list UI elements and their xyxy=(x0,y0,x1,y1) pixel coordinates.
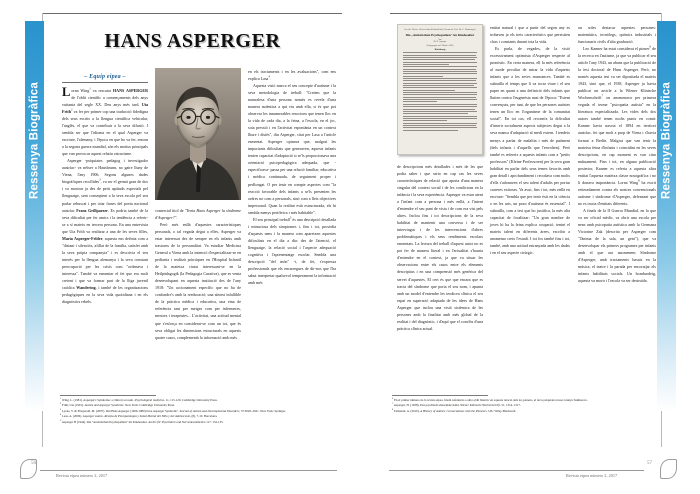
scan-line-author: Dr. H. Asperger xyxy=(433,41,447,44)
page-number-right: 57 xyxy=(647,461,652,466)
paragraph: El seu principal treball$^5$ és una descripció detallada i minuciosa dels símptomes i, fins i tot, prosòdia d'aquests nens i la manera com apareixen aquestes dificultats en el dia a dia: des de l'atenció, el llenguatge, la relació social i l'aspecte adequació cognitiva i l'aprenentatge escolar. Sembla una descripció "del món" -i, de fet, s'expressa professionals que els encarregues de dir-nos que l'ha sabut interpretar qualsevol temperament la informació amb més xyxy=(248,215,336,285)
column-left-2 xyxy=(155,207,241,387)
scan-body-lines xyxy=(403,52,477,130)
footnote-rule-right xyxy=(392,395,488,396)
footnotes-right-page xyxy=(392,398,658,414)
paragraph: Però més enllà d'aquestes característiques personals, o tal vegada degut a elles, Asperger va estar interessat des de sempre en els infants amb trastorns de la personalitat. Va estudiar Medicina General a Viena amb la intenció d'especialitzar-se en pediatria i realitzà pràctiques en l'Hospital Infantil de la mateixa ciutat interessant-se en la Heilpädagogik (la Pedagogia Curativa), que es venia desenvolupant en aquesta institució des de l'any 1918: "Un accionament específic que no ha de confondre's amb la reeducació; una síntesi infallible de la pràctica mèdica i educativa, una eina de referència tant per metges com per infermeres, mestres i terapeutes... L'activitat, una actitud mental que s'esforça en considerar-se com un tot, que és seva obligat les dimensions estructurals en aquests quatre casos, complementà la informació amb més xyxy=(155,222,241,340)
footnotes-left-page xyxy=(60,398,338,425)
article-title: HANS ASPERGER xyxy=(104,30,281,52)
paragraph: Es parla, de vegades, de la visió excessivament optimista d'Asperger respecte al pronòstic. En certa manera, ell fa més referència al mode peculiar de mirar la vida d'aquests infants que a les seves mancances. També es subratlla el temps que li va tocar viure i el seu paper en quant a una definició dels infants que lluiten contra l'eugenèsia nazi de l'època: "Estem convençuts, per tant, de que les persones autistes tenen un lloc en l'organisme de la comunitat social". En tot cas, ell reconeix la dificultat d'inserir socialment aspects subjectes degut a la seva manca d'adaptació al medi extern. I tendeix menys a parlar de malaltia i més de patiment (dels infants i d'aquells que l'envolten). Però també es refereix a aquests infants com a "petits professors" (Kleine Professoren) per la seva gran habilitat en parlar dels seus temes favorits amb gran detall i aprofundiment i recodava com molts d'ells s'adonaven el seu talent d'adults per portar carreres exitoses. Va avui, fins i tot, més enllà en escriure: "Sembla que per tenir èxit en la ciència o en les arts, un pozo d'autisme és essencial". I subratlla, com a test que ho justifica, la més alta capacitat de focalitzar: "Un gran nombre de joves hi ha la feina explica ocupació, tenint el mateix talent en diferents àrees, escribir a anomenar creix l'estudi. I tot fos també fins i tot, també, amb una actitud estranyada amb les dades i en el seu aspecte cirúrgic. xyxy=(490,46,570,255)
footer-rule-left xyxy=(40,470,337,471)
scan-line-received: (Eingegangen am 8. Oktober 1943) xyxy=(426,44,454,47)
scanned-german-article-image xyxy=(397,24,483,155)
paragraph: de descripcions més detallades i més de les que podia saber i que seria en cap cas les seves característiques de relació que aporta d'una manera singular del context social i de les condicions en la infància i la seva experiència. Asperger va estar atent a l'infant com a persona i més enllà, a l'intent d'entendre el seu punt de vista i de com era vist pels altres. Inclou fins i tot descripcions de la seva habilitat de mantenir una conversa i de ser intervingut i de les intervencions d'altres problemàtiques i els seus rendiments escolars esmentats. La lectura del treball d'aquest autor no es pot fer de manera literal i en l'actualitat s'hauria d'entendre en el context, ja que va situar les observacions entre els casos entre els elements descriptius i en una comprensió més genèrica del servei d'aquestes. El cert és que que encara que es tracta del síndrome que porta el seu nom, i apunta amb un model d'entendre les teodicea clínica el seu espai en superació adaptada de les idees de Hans Asperger que inclou una visió sistèmica de les persones amb la finalitat amb més global de la realitat i del diagnòstic, i d'aquí que el conclòs d'una pràctica clínica actual. xyxy=(397,164,483,331)
paragraph: on soles destacar aquestes persones: matemàtics, tecnòlegs, químics industrials i funcionaris civils d'alta graduació. xyxy=(578,25,656,45)
footnote-item: $^3$ Lyons, V. & Fitzgerald, M. (2007). Did Hans Asperger (1906-1980) have Asperger Syndrom?. Journal of Autism and Developmental Disorders, 37:2020–2021. New York: Springer. xyxy=(60,407,286,413)
byline-block xyxy=(62,74,148,83)
byline-rule xyxy=(62,82,148,83)
footer-text-right: Revista eipea número 2, 2017 xyxy=(566,473,618,478)
scan-header xyxy=(403,29,477,47)
column-left-1 xyxy=(62,87,148,387)
column-right-2 xyxy=(490,24,570,389)
section-tab-right xyxy=(657,21,676,411)
footnote-item: $^7$ Asperger, H. (1938). Das psychisch abnormale Kind. Wiener Klinische Wochenschrift, 51, 1314–1317. xyxy=(392,402,521,408)
paragraph: Aquesta visió marca el seu concepte d'autisme i la seva metodologia de treball: "Creiem que la naturalesa d'una persona només es revela d'una manera autèntica a qui viu amb ella, si és que pot observar les innumerables reaccions que tenen lloc en la vida de cada dia, a la feina, a l'escola, en el joc, sota pressió i en l'activitat espontània en un context lliure i distès", diu Asperger, citat per Lasa a l'article esmentat. Asperger opinava que, malgrat les importants dificultats que generaven, aquests infants tenien capacitat d'adaptació si se'ls proporcionava una orientació psicopedagògica adequada, que -especificava- passa per una relació familiar, educativa i mèdica continuada, de seguiment proper i perllongat. O per tenir en compte aspectes com "la reacció favorable dels infants a se'ls presenten les ordres no com a personals, sinó com a lleis objectives impersonal. Quan la realitat està estructurada, els hi sembla menys perifèrica i més habitable". xyxy=(248,83,336,215)
column-left-3 xyxy=(248,68,336,388)
footnote-item: $^4$ Lasa, A. (2006). Asperger vuelve. Revista de Psicopatología y Salud Mental del Niño y del Adolescente, (8), 7-10. Barcelona. xyxy=(60,413,218,419)
scan-line-von: Von xyxy=(438,38,442,41)
top-rule-left-page xyxy=(42,13,342,14)
byline-text: – Equip eipea – xyxy=(84,74,126,80)
column-right-1 xyxy=(397,163,483,388)
section-tab-left xyxy=(25,21,44,411)
asperger-portrait-photo xyxy=(155,68,241,200)
paragraph: Asperger -psiquiatre, pedagog i investigador austríac- va néixer a Hausbrunn, no gaire lluny de Viena, l'any 1906. Segons algunes dades biogràfiques recollides$^3$, va ser el germà gran de dos i va mostrar ja des de petit aptituds especials pel llenguatge, sent conseqüent a la seva escola pel seu parlar rebuscat i per citar frases del poeta nacional austríac Franz Grillparzer. Es podria també de la seva dificultat per fer amics i la tendència a referir-se a sí mateix en tercera persona. En una entrevista que Uta Frith va realitzar a una de les seves filles, Maria Asperger-Felder, aquesta ens definia com a "distant i silenciós, afillat de la família, satisfet amb la seva pròpia companyia" i es descrivia el seu interès per la llengua alemanya i la seva constant preocupació per les crisis com "ordenava i interessa". També va esmentar el fet que era molt creient i que va formar part de la lliga juvenil catòlica Wandering, i també de les organitzacions pedagògiques en la seva vida quotidiana i en els diagnòstics rebels. xyxy=(62,158,148,304)
paragraph: comercial titol de "Tenia Hans Asperger la síndrome d'Asperger?". xyxy=(155,208,242,221)
page-number-left: 56 xyxy=(31,461,36,466)
paragraph: A finals de la II Guerra Mundial, en la que va ser oficial mèdic, va obrir una escola per nens amb psicopatia autística amb la Germana Victorine Zak (descrita per Asperger com "l'ànima de la sala, un geni"), que va desenvolupar els primers programes per infants amb el que ara anomenem Síndrome d'Asperger, amb tractaments basats en la música, el teatre i la parada per encoratjar els infants habilitats socials. Un bombardeig, aquesta va morir i l'escola va ser destruïda. xyxy=(578,207,656,284)
footnote-item: $^8$ Feinstein, A. (2010). A History of Autism: Conversations with the Pioneers. UK: Wiley-Blackwell. xyxy=(392,407,517,413)
footnote-item: $^1$ Wing, L. (1981). Asperger's Syndrome: a clinical account. Psychological medicine, 11, 115-129. Cambridge University Press. xyxy=(60,396,218,402)
folio-mark-right xyxy=(660,459,677,479)
paragraph: en els tractaments i en les avaluacions", com ens explica Lasa$^4$. xyxy=(248,69,336,82)
footnote-item: $^5$ Asperger H (1944). Die "Autistischen Psychopathen" im Kindesalter. Archiv für Psychiatrie und Nervenkrankheiten 117: 132-135. xyxy=(60,418,224,424)
paragraph: entitat natural i que a partir del segon any es trobaven ja els trets característics que persistien clars i constants durant tota la vida. xyxy=(490,25,570,45)
footnote-item: $^6$ En el primer número de la revista eipea, fèiem referència a altre oblit històric en aquesta relació dels los pioners, el de la psiquiatra russa Grunya Sukhareva. xyxy=(392,396,588,402)
section-tab-label-left: Ressenya Biogràfica xyxy=(28,82,40,199)
footnote-item: $^2$ Frith, Uta (1991). Autism and Asperger Syndrome. New York: Cambridge University Press. xyxy=(60,402,175,408)
section-tab-label-right: Ressenya Biogràfica xyxy=(660,82,672,199)
scan-line-title: Die „Autistischen Psychopathen" im Kindesalter xyxy=(405,32,475,37)
scan-section-heading: Einleitung xyxy=(434,49,446,52)
paragraph: Leo Kanner ha estat considerat el pioner$^6$ de la recerca en l'autisme, ja que va publicar el seu article l'any 1943, un abans que la publicació de la tesi doctoral de Hans Asperger. Però, no només aquesta tesi va ser dipositada el mateix 1943, sinó que, el 1938, Asperger ja havia publicat un article a la Wiener Klinische Wochenschrift$^7$ on anomenava per primera vegada el terme "psicopatia autista" en la literatura especialitzada. Les vides dels dos autors també tenen molts punts en comú: Kanner havia nascut el 1894 en territori austríac, fet que molt a prop de Viena i s'havia format a Berlín. Malgrat que van tenir la mateixa feina d'infants i coincidint en les seves descripcions, en cap moment es van citar mútuament. Fins i tot, en alguna publicació posterior, Kanner es referia a aquesta altra entitat l'aquesta mateixa classe nosogràfica i no li donava importància. Lorna Wing$^8$ ha escrit reiteradament contra els nostres convencionals autisme i síndrome d'Asperger, defensant que no es tracta d'entitats diferents. xyxy=(578,44,656,206)
footer-rule-right xyxy=(389,470,644,471)
scan-line-institute: Aus der Wiener Universitäts-Kinderklinik (Vorstand: Prof. Dr. F. Hamburger) xyxy=(404,29,476,31)
footer-text-left: Revista eipea número 2, 2017 xyxy=(56,473,108,478)
top-rule-right-page xyxy=(390,13,662,14)
column-right-3 xyxy=(578,24,656,389)
footnote-rule-left xyxy=(60,395,156,396)
paragraph: Lorna Wing$^1$ va rescatar HANS ASPERGER de l'oblit científic a començaments dels anys vuitanta del segle XX. Deu anys més tard, Uta Frith$^2$ va fer per primer cop una traducció fidedigna dels seus escrits a la llengua científica vehicular, l'anglès, el que va contribuir a la seva difusió. I sembla ser que l'idioma en el qual Asperger va escriure, l'alemany, i l'època en que ho va fer, entorn a la segona guerra mundial, són els motius principals que van provocar aquest relatiu ostracisme. xyxy=(62,85,149,157)
